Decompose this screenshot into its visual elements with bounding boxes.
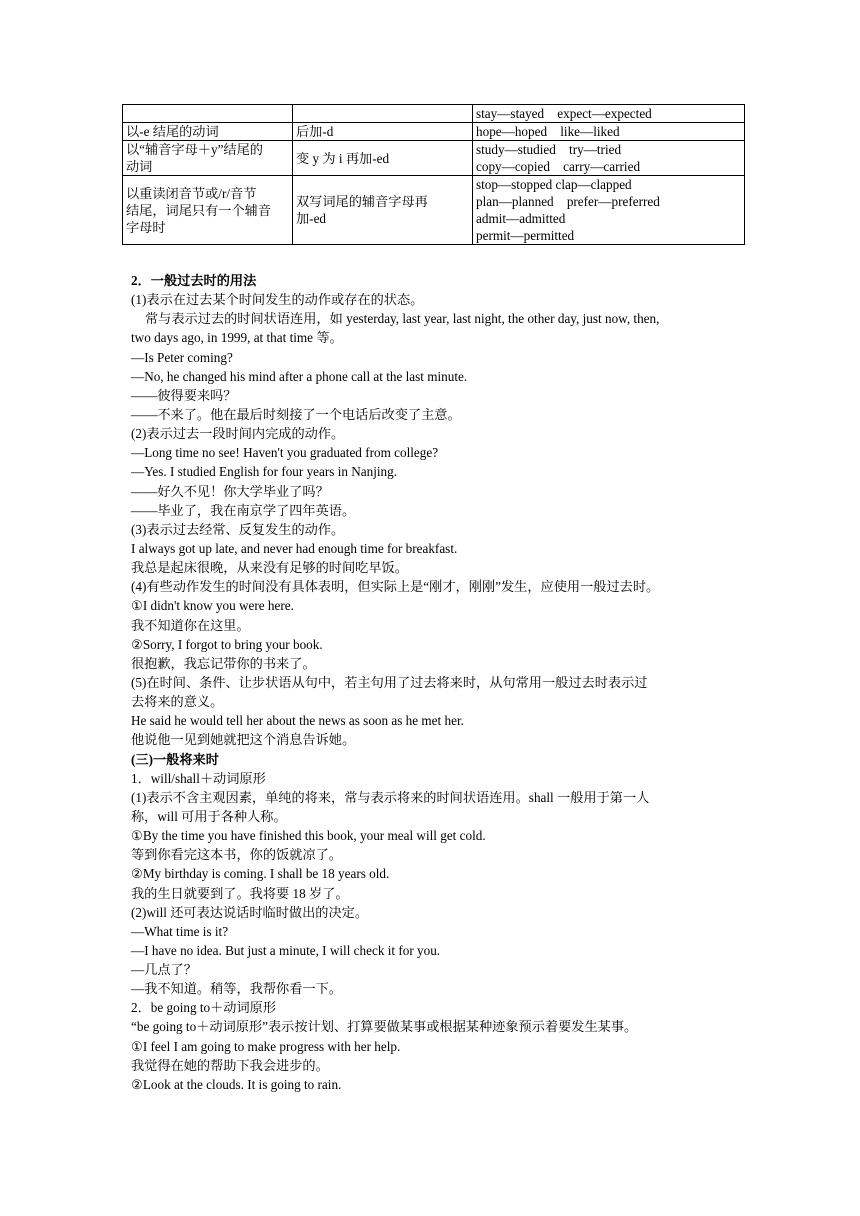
example-line: —What time is it? bbox=[131, 923, 229, 939]
paragraph-line: 去将来的意义。 bbox=[131, 694, 224, 710]
paragraph-line: (2)will 还可表达说话时临时做出的决定。 bbox=[131, 904, 369, 920]
paragraph-line: (3)表示过去经常、反复发生的动作。 bbox=[131, 521, 345, 537]
paragraph-line: (4)有些动作发生的时间没有具体表明，但实际上是“刚才，刚刚”发生，应使用一般过去时。 bbox=[131, 579, 660, 595]
table-row bbox=[123, 141, 745, 176]
table-cell-rule bbox=[123, 105, 293, 123]
paragraph-line: “be going to＋动词原形”表示按计划、打算要做某事或根据某种迹象预示着要发生某事。 bbox=[131, 1019, 638, 1035]
example-line: ①I didn't know you were here. bbox=[131, 598, 294, 614]
translation-line: 很抱歉，我忘记带你的书来了。 bbox=[131, 655, 316, 671]
example-line: ②Look at the clouds. It is going to rain. bbox=[131, 1076, 342, 1092]
example-line: —Long time no see! Haven't you graduated from college? bbox=[131, 445, 439, 461]
table-cell-rule: 以“辅音字母＋y”结尾的 动词 bbox=[123, 141, 293, 176]
document-body bbox=[131, 271, 735, 1094]
table-cell-method bbox=[293, 105, 473, 123]
translation-line: 我的生日就要到了。我将要 18 岁了。 bbox=[131, 885, 349, 901]
translation-line: ——毕业了，我在南京学了四年英语。 bbox=[131, 502, 356, 518]
example-line: —I have no idea. But just a minute, I will check it for you. bbox=[131, 942, 441, 958]
table-cell-rule: 以-e 结尾的动词 bbox=[123, 123, 293, 141]
translation-line: ——不来了。他在最后时刻接了一个电话后改变了主意。 bbox=[131, 406, 461, 422]
subsection-heading: 1．will/shall＋动词原形 bbox=[131, 770, 266, 786]
translation-line: 我总是起床很晚，从来没有足够的时间吃早饭。 bbox=[131, 560, 408, 576]
table-cell-examples: study—studied try—tried copy—copied carry—carried bbox=[473, 141, 745, 176]
paragraph-line: (2)表示过去一段时间内完成的动作。 bbox=[131, 426, 345, 442]
paragraph-line: (1)表示不含主观因素，单纯的将来，常与表示将来的时间状语连用。shall 一般用于第一人 bbox=[131, 789, 650, 805]
table-cell-method: 双写词尾的辅音字母再 加-ed bbox=[293, 176, 473, 245]
translation-line: 我不知道你在这里。 bbox=[131, 617, 250, 633]
example-line: —Is Peter coming? bbox=[131, 349, 233, 365]
translation-line: 等到你看完这本书，你的饭就凉了。 bbox=[131, 847, 342, 863]
section-heading: (三)一般将来时 bbox=[131, 751, 219, 767]
table-row bbox=[123, 105, 745, 123]
example-line: He said he would tell her about the news as soon as he met her. bbox=[131, 713, 464, 729]
translation-line: ——彼得要来吗？ bbox=[131, 387, 237, 403]
translation-line: 他说他一见到她就把这个消息告诉她。 bbox=[131, 732, 356, 748]
example-line: I always got up late, and never had enough time for breakfast. bbox=[131, 540, 458, 556]
subsection-heading: 2．be going to＋动词原形 bbox=[131, 1000, 277, 1016]
table-cell-method: 变 y 为 i 再加-ed bbox=[293, 141, 473, 176]
table-cell-examples: stop—stopped clap—clapped plan—planned prefer—preferred admit—admitted permit—permitted bbox=[473, 176, 745, 245]
example-line: ②Sorry, I forgot to bring your book. bbox=[131, 636, 323, 652]
table-row bbox=[123, 176, 745, 245]
table-cell-method: 后加-d bbox=[293, 123, 473, 141]
paragraph-line: (5)在时间、条件、让步状语从句中，若主句用了过去将来时，从句常用一般过去时表示过 bbox=[131, 674, 648, 690]
table-cell-examples: stay—stayed expect—expected bbox=[473, 105, 745, 123]
example-line: —Yes. I studied English for four years in Nanjing. bbox=[131, 464, 398, 480]
translation-line: —我不知道。稍等，我帮你看一下。 bbox=[131, 981, 342, 997]
paragraph-line: (1)表示在过去某个时间发生的动作或存在的状态。 bbox=[131, 292, 424, 308]
example-line: —No, he changed his mind after a phone call at the last minute. bbox=[131, 368, 468, 384]
example-line: ②My birthday is coming. I shall be 18 years old. bbox=[131, 866, 390, 882]
paragraph-line: 常与表示过去的时间状语连用，如 yesterday, last year, last night, the other day, just now, then, bbox=[145, 311, 660, 327]
paragraph-line: two days ago, in 1999, at that time 等。 bbox=[131, 330, 343, 346]
table-row bbox=[123, 123, 745, 141]
example-line: ①I feel I am going to make progress with her help. bbox=[131, 1038, 401, 1054]
section-heading: 2．一般过去时的用法 bbox=[131, 273, 257, 288]
translation-line: ——好久不见！你大学毕业了吗？ bbox=[131, 483, 329, 499]
past-tense-rules-table bbox=[122, 104, 745, 245]
paragraph-line: 称，will 可用于各种人称。 bbox=[131, 808, 287, 824]
table-cell-rule: 以重读闭音节或/r/音节 结尾，词尾只有一个辅音 字母时 bbox=[123, 176, 293, 245]
example-line: ①By the time you have finished this book, your meal will get cold. bbox=[131, 828, 486, 844]
translation-line: —几点了？ bbox=[131, 962, 197, 978]
translation-line: 我觉得在她的帮助下我会进步的。 bbox=[131, 1057, 329, 1073]
table-cell-examples: hope—hoped like—liked bbox=[473, 123, 745, 141]
